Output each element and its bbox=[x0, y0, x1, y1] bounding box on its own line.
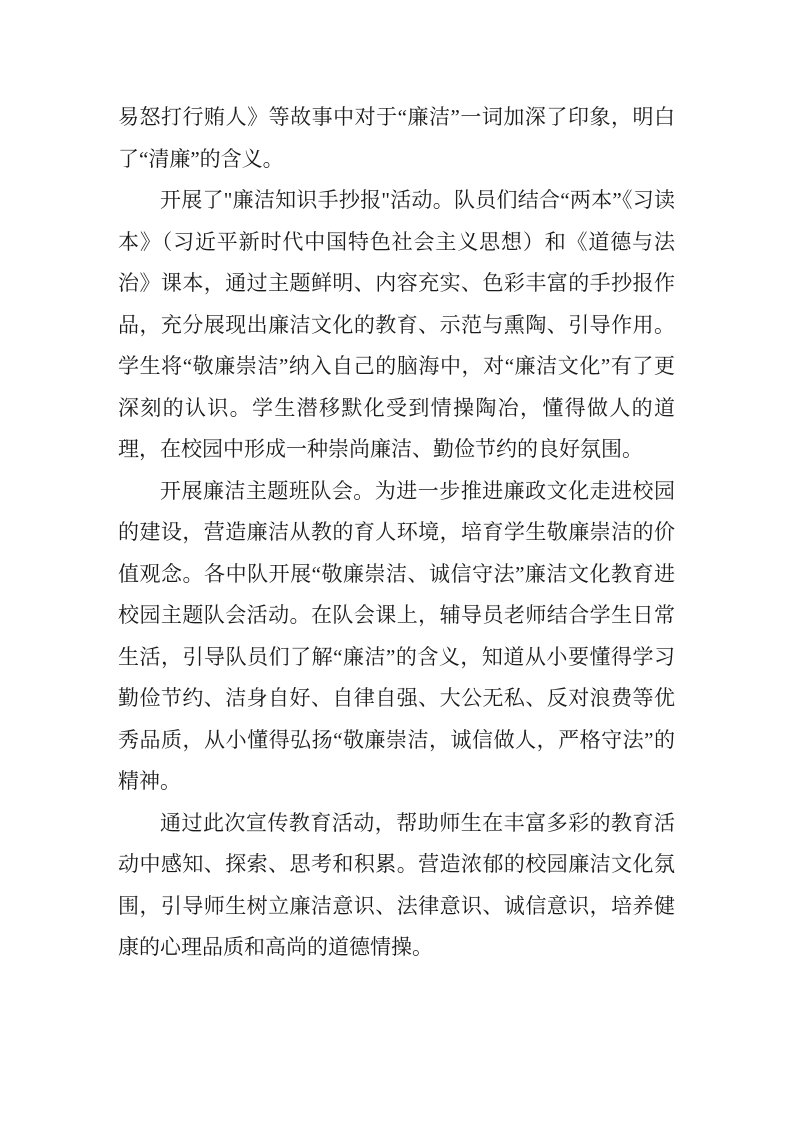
paragraph-handcopy-newspaper-activity: 开展了"廉洁知识手抄报"活动。队员们结合“两本”《习读本》（习近平新时代中国特色社会主义思想）和《道德与法治》课本，通过主题鲜明、内容充实、色彩丰富的手抄报作品，充分展现出廉洁文化的教育、示范与熏陶、引导作用。学生将“敬廉崇洁”纳入自己的脑海中，对“廉洁文化”有了更深刻的认识。学生潜移默化受到情操陶冶，懂得做人的道理，在校园中形成一种崇尚廉洁、勤俭节约的良好氛围。 bbox=[118, 188, 675, 461]
paragraph-theme-class-meeting: 开展廉洁主题班队会。为进一步推进廉政文化走进校园的建设，营造廉洁从教的育人环境，培育学生敬廉崇洁的价值观念。各中队开展“敬廉崇洁、诚信守法”廉洁文化教育进校园主题队会活动。在队会课上，辅导员老师结合学生日常生活，引导队员们了解“廉洁”的含义，知道从小要懂得学习勤俭节约、洁身自好、自律自强、大公无私、反对浪费等优秀品质，从小懂得弘扬“敬廉崇洁，诚信做人，严格守法”的精神。 bbox=[118, 478, 675, 793]
document-body bbox=[118, 97, 675, 969]
paragraph-story-conclusion: 易怒打行贿人》等故事中对于“廉洁”一词加深了印象，明白了“清廉”的含义。 bbox=[118, 105, 675, 171]
paragraph-activity-summary: 通过此次宣传教育活动，帮助师生在丰富多彩的教育活动中感知、探索、思考和积累。营造浓郁的校园廉洁文化氛围，引导师生树立廉洁意识、法律意识、诚信意识，培养健康的心理品质和高尚的道德情操。 bbox=[118, 810, 675, 959]
